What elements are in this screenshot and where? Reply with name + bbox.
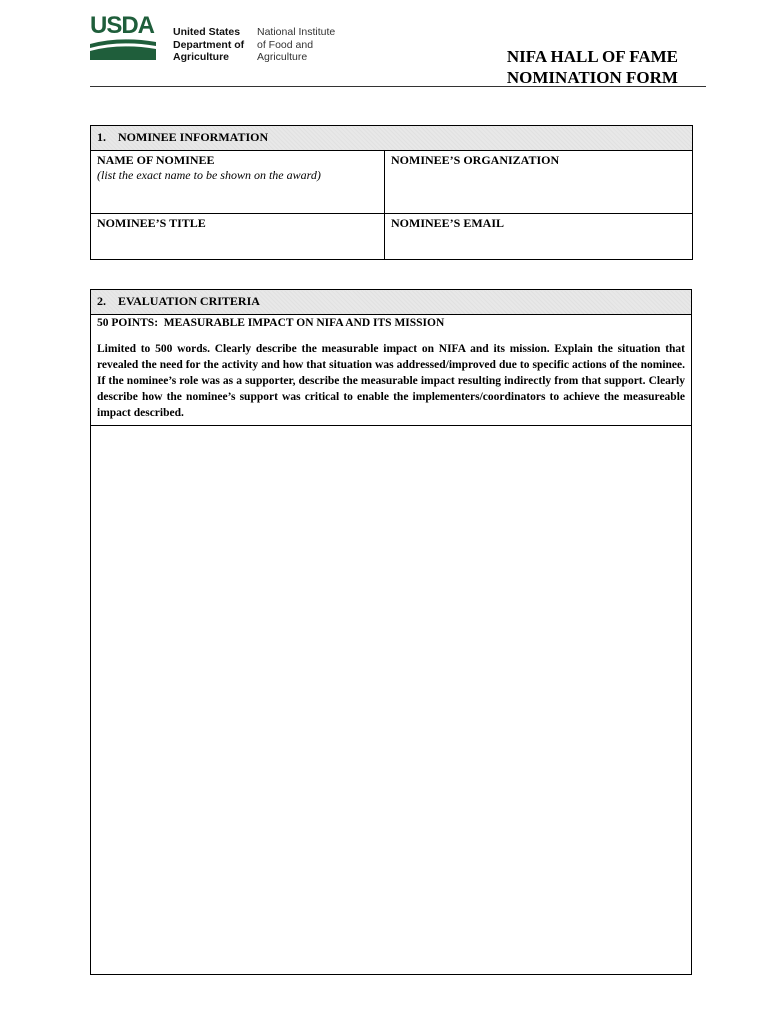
criteria-subheading: 50 POINTS: MEASURABLE IMPACT ON NIFA AND ITS MISSION bbox=[97, 317, 445, 329]
impact-response-field[interactable] bbox=[91, 426, 692, 975]
header-divider bbox=[90, 86, 706, 87]
nominee-title-field[interactable] bbox=[91, 214, 385, 260]
nominee-name-label: NAME OF NOMINEE bbox=[97, 153, 215, 167]
nominee-organization-field[interactable] bbox=[385, 151, 693, 214]
form-title: NIFA HALL OF FAME NOMINATION FORM bbox=[506, 47, 678, 87]
nominee-title-label: NOMINEE’S TITLE bbox=[97, 216, 206, 230]
criteria-description bbox=[91, 315, 692, 426]
nominee-name-field[interactable] bbox=[91, 151, 385, 214]
criteria-instructions: Limited to 500 words. Clearly describe the measurable impact on NIFA and its mission. Explain the situation that revealed the need for the activity and how that situation was addressed/improved due to specific actions of the nominee. If the nominee’s role was as a supporter, describe the measurable impact resulting indirectly from that support. Clearly describe how the nominee’s support was critical to enable the implementers/coordinators to achieve the measureable impact described. bbox=[97, 343, 685, 419]
section-2-heading: 2. EVALUATION CRITERIA bbox=[91, 290, 692, 315]
agency-name: National Institute of Food and Agriculture bbox=[257, 26, 336, 63]
page-header bbox=[0, 0, 770, 90]
usda-logo bbox=[90, 14, 156, 60]
section-1-heading: 1. NOMINEE INFORMATION bbox=[91, 126, 693, 151]
nominee-organization-label: NOMINEE’S ORGANIZATION bbox=[391, 153, 560, 167]
nominee-email-label: NOMINEE’S EMAIL bbox=[391, 216, 505, 230]
nominee-information-section bbox=[90, 125, 693, 260]
usda-logo-text: USDA bbox=[90, 12, 155, 39]
department-name: United States Department of Agriculture bbox=[173, 26, 245, 63]
nominee-name-hint: (list the exact name to be shown on the award) bbox=[97, 168, 321, 182]
evaluation-criteria-section bbox=[90, 289, 692, 975]
usda-logo-hills-icon bbox=[90, 38, 156, 60]
nominee-email-field[interactable] bbox=[385, 214, 693, 260]
